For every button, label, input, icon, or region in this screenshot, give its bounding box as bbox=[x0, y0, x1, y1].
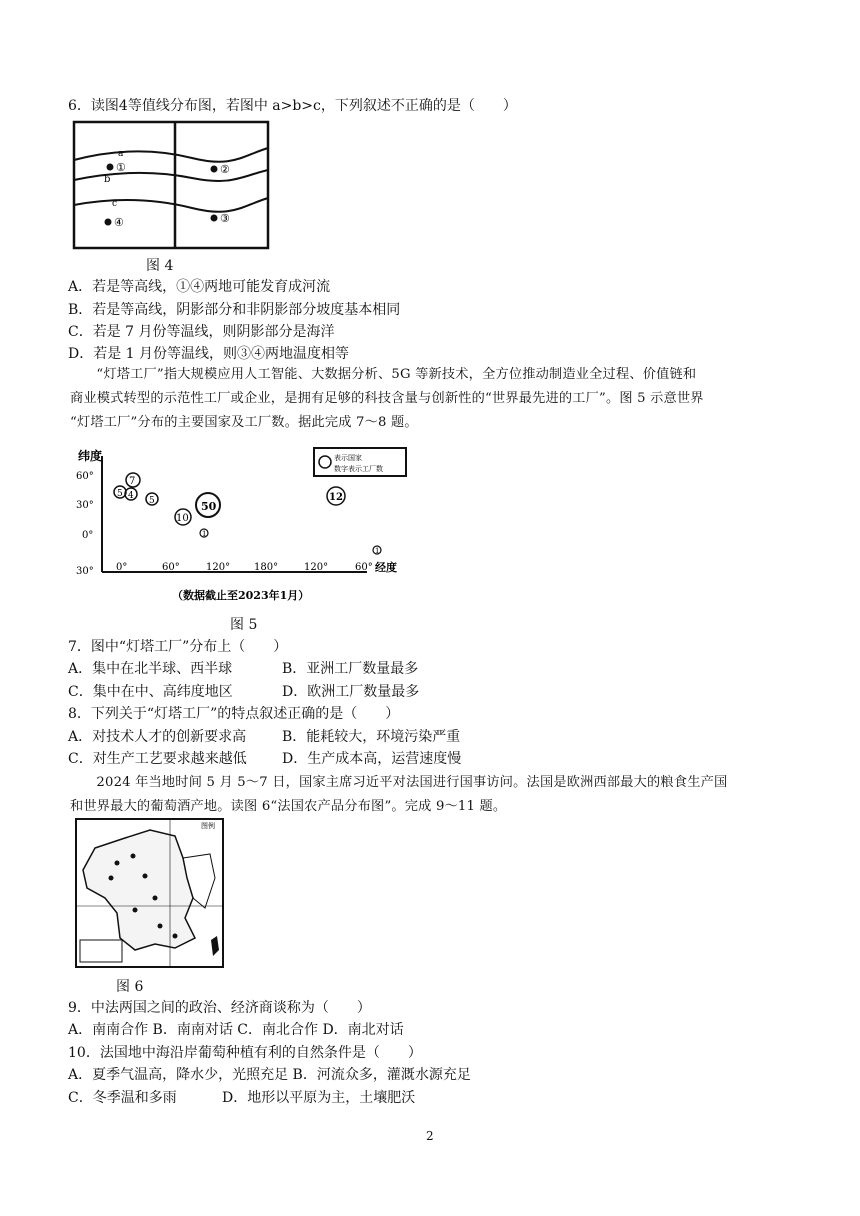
q8-option-b: B．能耗较大，环境污染严重 bbox=[282, 729, 461, 745]
q6-stem: 6．读图4等值线分布图，若图中 a>b>c，下列叙述不正确的是（ ） bbox=[68, 98, 517, 114]
fig5-y-tick: 30° bbox=[76, 500, 94, 511]
bubble-label: 4 bbox=[128, 491, 134, 501]
point-4-label: ④ bbox=[114, 216, 124, 229]
fig5-x-axis-title: 经度 bbox=[375, 561, 397, 574]
q8-option-a: A．对技术人才的创新要求高 bbox=[68, 729, 247, 745]
bubble-label: 10 bbox=[176, 513, 189, 524]
fig5-legend-text-1: 表示国家 bbox=[334, 454, 362, 462]
fig5-x-tick: 120° bbox=[304, 562, 329, 573]
fig5-x-tick: 120° bbox=[206, 562, 231, 573]
point-3-label: ③ bbox=[220, 212, 230, 225]
q8-stem: 8．下列关于“灯塔工厂”的特点叙述正确的是（ ） bbox=[68, 706, 400, 722]
q8-option-d: D．生产成本高，运营速度慢 bbox=[282, 751, 462, 767]
q6-option-a: A．若是等高线，①④两地可能发育成河流 bbox=[68, 279, 331, 295]
passage-1-line-3: “灯塔工厂”分布的主要国家及工厂数。据此完成 7～8 题。 bbox=[70, 415, 418, 430]
isoline-c-label: c bbox=[112, 199, 118, 209]
figure-4-caption: 图 4 bbox=[146, 258, 174, 274]
fig5-x-tick: 180° bbox=[254, 562, 279, 573]
q8-option-c: C．对生产工艺要求越来越低 bbox=[68, 751, 247, 767]
passage-1-line-1: “灯塔工厂”指大规模应用人工智能、大数据分析、5G 等新技术，全方位推动制造业全过程、价值链和 bbox=[96, 367, 697, 382]
figure-5-caption: 图 5 bbox=[230, 617, 258, 633]
figure-4-isoline-map bbox=[72, 120, 272, 252]
fig6-legend-label: 图例 bbox=[201, 822, 215, 830]
q10-stem: 10．法国地中海沿岸葡萄种植有利的自然条件是（ ） bbox=[68, 1045, 422, 1061]
passage-2-line-1: 2024 年当地时间 5 月 5～7 日，国家主席习近平对法国进行国事访问。法国是欧洲西部最大的粮食生产国 bbox=[96, 775, 728, 790]
fig5-y-axis-title: 纬度 bbox=[78, 449, 103, 463]
point-1-label: ① bbox=[116, 161, 126, 174]
passage-1-line-2: 商业模式转型的示范性工厂或企业，是拥有足够的科技含量与创新性的“世界最先进的工厂”。图 5 示意世界 bbox=[70, 391, 704, 406]
q7-option-c: C．集中在中、高纬度地区 bbox=[68, 684, 233, 700]
fig5-y-tick: 30° bbox=[76, 566, 94, 577]
q6-option-d: D．若是 1 月份等温线，则③④两地温度相等 bbox=[68, 346, 350, 362]
fig5-x-tick: 60° bbox=[162, 562, 180, 573]
q6-option-b: B．若是等高线，阴影部分和非阴影部分坡度基本相同 bbox=[68, 302, 401, 318]
bubble-label: 1 bbox=[202, 530, 207, 538]
q7-stem: 7．图中“灯塔工厂”分布上（ ） bbox=[68, 639, 288, 655]
isoline-b-label: b bbox=[104, 174, 111, 185]
q10-option-c: C．冬季温和多雨 bbox=[68, 1090, 177, 1106]
bubble-label: 12 bbox=[329, 492, 343, 503]
q9-stem: 9．中法两国之间的政治、经济商谈称为（ ） bbox=[68, 1000, 371, 1016]
fig5-x-tick: 0° bbox=[116, 562, 128, 573]
fig5-x-tick: 60° bbox=[355, 562, 373, 573]
figure-5-bubble-map bbox=[72, 444, 412, 610]
fig5-data-note: （数据截止至2023年1月） bbox=[172, 589, 310, 602]
q7-option-b: B．亚洲工厂数量最多 bbox=[282, 661, 419, 677]
bubble-label: 7 bbox=[129, 476, 136, 487]
bubble-label: 5 bbox=[117, 489, 123, 499]
bubble-label: 1 bbox=[375, 547, 380, 555]
q6-option-c: C．若是 7 月份等温线，则阴影部分是海洋 bbox=[68, 324, 335, 340]
q7-option-d: D．欧洲工厂数量最多 bbox=[282, 684, 420, 700]
q9-options: A．南南合作 B．南南对话 C．南北合作 D．南北对话 bbox=[68, 1022, 404, 1038]
bubble-label: 5 bbox=[149, 496, 155, 506]
figure-6-caption: 图 6 bbox=[116, 979, 144, 995]
page-number: 2 bbox=[426, 1129, 434, 1143]
point-2-label: ② bbox=[220, 163, 230, 176]
fig5-y-tick: 0° bbox=[82, 530, 94, 541]
q10-options-row-1: A．夏季气温高，降水少，光照充足 B．河流众多，灌溉水源充足 bbox=[68, 1067, 471, 1083]
q10-option-d: D．地形以平原为主，土壤肥沃 bbox=[222, 1090, 416, 1106]
figure-6-france-map bbox=[75, 818, 225, 970]
fig5-y-tick: 60° bbox=[76, 471, 94, 482]
isoline-a-label: a bbox=[118, 149, 124, 159]
fig5-legend-text-2: 数字表示工厂数 bbox=[334, 465, 383, 473]
bubble-label: 50 bbox=[201, 500, 217, 513]
passage-2-line-2: 和世界最大的葡萄酒产地。读图 6“法国农产品分布图”。完成 9～11 题。 bbox=[70, 799, 507, 814]
q7-option-a: A．集中在北半球、西半球 bbox=[68, 661, 233, 677]
